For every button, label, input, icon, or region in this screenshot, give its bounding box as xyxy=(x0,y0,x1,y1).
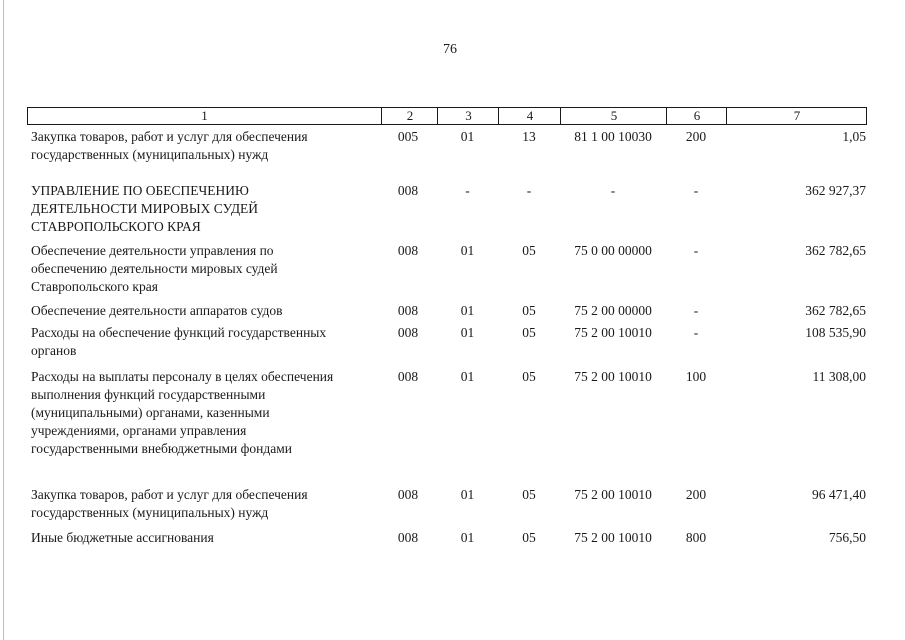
row-col-7: 756,50 xyxy=(828,530,866,545)
row-col-2: 008 xyxy=(397,183,419,198)
row-name xyxy=(31,128,381,164)
row-name-line: (муниципальными) органами, казенными xyxy=(31,405,270,420)
row-col-7: 11 308,00 xyxy=(812,369,866,384)
row-name-line: Обеспечение деятельности аппаратов судов xyxy=(31,303,283,318)
row-name-line: Ставропольского края xyxy=(31,279,158,294)
row-col-4: 05 xyxy=(522,369,536,384)
header-col-6: 6 xyxy=(666,108,727,124)
row-col-2: 008 xyxy=(397,243,419,258)
row-col-7: 108 535,90 xyxy=(805,325,866,340)
row-name xyxy=(31,324,381,360)
row-col-3: 01 xyxy=(460,129,475,144)
row-col-7: 96 471,40 xyxy=(812,487,866,502)
row-col-6: 800 xyxy=(685,530,707,545)
row-col-7: 362 782,65 xyxy=(805,243,866,258)
row-col-6: 200 xyxy=(685,487,707,502)
row-col-2: 008 xyxy=(397,303,419,318)
row-name-line: Обеспечение деятельности управления по xyxy=(31,243,274,258)
row-col-6: 100 xyxy=(685,369,707,384)
header-col-2: 2 xyxy=(381,108,438,124)
row-col-7: 362 782,65 xyxy=(805,303,866,318)
row-col-2: 008 xyxy=(397,487,419,502)
row-name-line: государственных (муниципальных) нужд xyxy=(31,147,269,162)
row-col-3: 01 xyxy=(460,487,475,502)
row-col-3: - xyxy=(465,183,470,198)
row-col-4: 05 xyxy=(522,325,536,340)
row-col-5: 75 2 00 10010 xyxy=(574,325,652,340)
row-name xyxy=(31,529,381,547)
row-col-3: 01 xyxy=(460,243,475,258)
row-col-3: 01 xyxy=(460,530,475,545)
row-col-4: 05 xyxy=(522,243,536,258)
row-name-line: Расходы на обеспечение функций государственных xyxy=(31,325,327,340)
row-name-line: Иные бюджетные ассигнования xyxy=(31,530,214,545)
row-name-line: УПРАВЛЕНИЕ ПО ОБЕСПЕЧЕНИЮ xyxy=(31,183,249,198)
row-col-6: 200 xyxy=(685,129,707,144)
row-name xyxy=(31,182,381,236)
row-name-line: ДЕЯТЕЛЬНОСТИ МИРОВЫХ СУДЕЙ xyxy=(31,201,259,216)
table-header xyxy=(27,107,867,125)
row-col-4: - xyxy=(526,183,532,198)
row-col-5: 75 0 00 00000 xyxy=(574,243,652,258)
row-name-line: органов xyxy=(31,343,77,358)
row-col-4: 05 xyxy=(522,303,536,318)
header-col-7: 7 xyxy=(726,108,867,124)
row-name-line: Закупка товаров, работ и услуг для обеспечения xyxy=(31,129,308,144)
page-number: 76 xyxy=(443,42,457,57)
row-name-line: Расходы на выплаты персоналу в целях обеспечения xyxy=(31,369,334,384)
header-col-4: 4 xyxy=(498,108,561,124)
header-col-1: 1 xyxy=(201,108,208,123)
row-name xyxy=(31,302,381,320)
row-col-2: 008 xyxy=(397,530,419,545)
row-name xyxy=(31,242,381,296)
header-col-5: 5 xyxy=(560,108,667,124)
row-col-6: - xyxy=(693,325,699,340)
row-col-7: 362 927,37 xyxy=(805,183,866,198)
row-col-2: 008 xyxy=(397,325,419,340)
row-name-line: Закупка товаров, работ и услуг для обеспечения xyxy=(31,487,308,502)
row-col-4: 05 xyxy=(522,487,536,502)
row-name xyxy=(31,486,381,522)
row-col-6: - xyxy=(693,243,699,258)
row-name-line: обеспечению деятельности мировых судей xyxy=(31,261,278,276)
row-col-5: 75 2 00 10010 xyxy=(574,530,652,545)
row-col-6: - xyxy=(693,183,699,198)
row-col-6: - xyxy=(693,303,699,318)
row-col-5: 75 2 00 00000 xyxy=(574,303,652,318)
row-name-line: выполнения функций государственными xyxy=(31,387,266,402)
row-col-5: 75 2 00 10010 xyxy=(574,487,652,502)
row-name-line: государственными внебюджетными фондами xyxy=(31,441,293,456)
row-col-3: 01 xyxy=(460,369,475,384)
row-col-5: 81 1 00 10030 xyxy=(574,129,652,144)
row-col-2: 005 xyxy=(397,129,419,144)
row-col-4: 13 xyxy=(522,129,536,144)
row-col-3: 01 xyxy=(460,303,475,318)
row-col-2: 008 xyxy=(397,369,419,384)
row-name-line: государственных (муниципальных) нужд xyxy=(31,505,269,520)
row-name-line: СТАВРОПОЛЬСКОГО КРАЯ xyxy=(31,219,201,234)
row-col-5: 75 2 00 10010 xyxy=(574,369,652,384)
row-name-line: учреждениями, органами управления xyxy=(31,423,247,438)
row-col-5: - xyxy=(610,183,616,198)
page-edge-line xyxy=(3,0,4,640)
row-name xyxy=(31,368,381,458)
row-col-3: 01 xyxy=(460,325,475,340)
row-col-7: 1,05 xyxy=(842,129,866,144)
row-col-4: 05 xyxy=(522,530,536,545)
header-col-3: 3 xyxy=(437,108,499,124)
